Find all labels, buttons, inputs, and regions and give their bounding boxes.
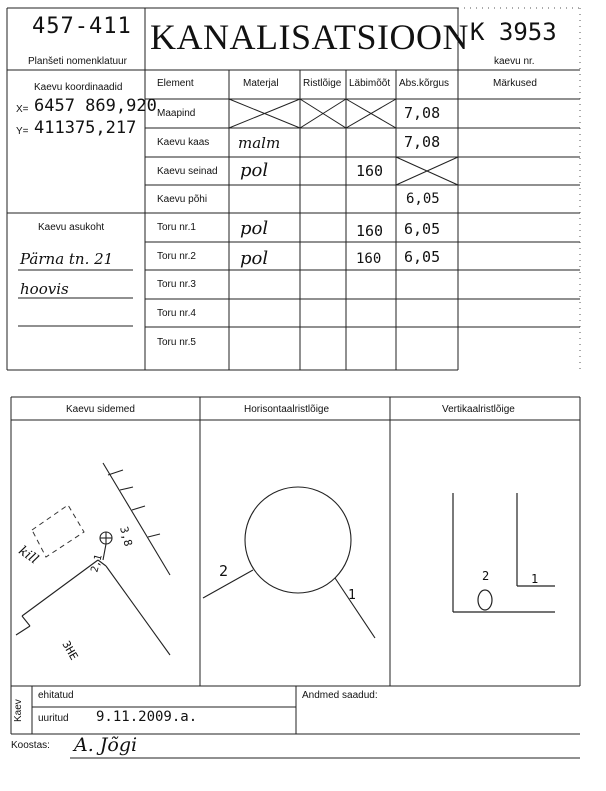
row-label: Kaevu kaas xyxy=(157,137,210,148)
col-header-remarks: Märkused xyxy=(493,78,537,89)
diameter-value: 160 xyxy=(356,251,382,267)
col-header-abs-height: Abs.kõrgus xyxy=(399,78,450,89)
well-number: K 3953 xyxy=(470,18,557,46)
col-header-element: Element xyxy=(157,78,194,89)
panel-title-vertical: Vertikaalristlõige xyxy=(442,404,515,415)
panel-title-horizontal: Horisontaalristlõige xyxy=(244,404,330,415)
built-label: ehitatud xyxy=(38,690,74,701)
abs-height-value: 7,08 xyxy=(404,104,441,122)
abs-height-value: 7,08 xyxy=(404,133,441,151)
data-source-label: Andmed saadud: xyxy=(302,690,378,701)
compiled-by-signature: A. Jõgi xyxy=(74,734,138,756)
material-value: malm xyxy=(238,134,281,152)
y-coordinate: 411375,217 xyxy=(34,118,137,138)
col-header-material: Materjal xyxy=(243,78,279,89)
pipe-label: 1 xyxy=(348,588,356,603)
x-prefix: X= xyxy=(16,104,29,115)
y-prefix: Y= xyxy=(16,126,29,137)
row-label: Toru nr.1 xyxy=(157,222,196,233)
sketch-building-label: 3HE xyxy=(59,638,81,663)
compiled-by-label: Koostas: xyxy=(11,740,50,751)
material-value: pol xyxy=(240,218,269,239)
abs-height-value: 6,05 xyxy=(404,248,441,266)
sketch-dimension: 3,8 xyxy=(117,525,135,548)
col-header-diameter: Läbimõõt xyxy=(349,78,391,89)
row-label: Kaevu seinad xyxy=(157,166,218,177)
location-note: hoovis xyxy=(20,280,69,298)
location-address: Pärna tn. 21 xyxy=(20,250,114,268)
row-label: Toru nr.3 xyxy=(157,279,196,290)
row-label: Maapind xyxy=(157,108,196,119)
material-value: pol xyxy=(240,160,269,181)
location-label: Kaevu asukoht xyxy=(38,222,105,233)
col-header-cross-section: Ristlõige xyxy=(303,78,342,89)
surveyed-date: 9.11.2009.a. xyxy=(96,709,198,725)
coordinates-label: Kaevu koordinaadid xyxy=(34,82,123,93)
sketch-label-kill: kill xyxy=(15,543,41,568)
panel-title-connections: Kaevu sidemed xyxy=(66,404,135,415)
pipe-label: 2 xyxy=(219,562,229,580)
sheet-number: 457-411 xyxy=(32,14,132,39)
row-label: Toru nr.5 xyxy=(157,337,196,348)
horizontal-section-drawing xyxy=(203,487,375,638)
diameter-value: 160 xyxy=(356,162,384,180)
pipe-label: 2 xyxy=(482,569,490,583)
row-label: Toru nr.4 xyxy=(157,308,196,319)
x-coordinate: 6457 869,920 xyxy=(34,96,157,116)
row-label: Toru nr.2 xyxy=(157,251,196,262)
page-title: KANALISATSIOON xyxy=(150,17,469,57)
abs-height-value: 6,05 xyxy=(404,220,441,238)
sketch-dimension: 2,1 xyxy=(89,553,105,574)
surveyed-label: uuritud xyxy=(38,713,69,724)
kaev-label: Kaev xyxy=(13,699,24,722)
well-number-label: kaevu nr. xyxy=(494,56,535,67)
diameter-value: 160 xyxy=(356,222,384,240)
row-label: Kaevu põhi xyxy=(157,194,208,205)
vertical-section-drawing xyxy=(453,493,555,612)
sheet-label: Planšeti nomenklatuur xyxy=(28,56,127,67)
abs-height-value: 6,05 xyxy=(406,191,440,207)
pipe-label: 1 xyxy=(531,572,539,586)
material-value: pol xyxy=(240,248,269,269)
